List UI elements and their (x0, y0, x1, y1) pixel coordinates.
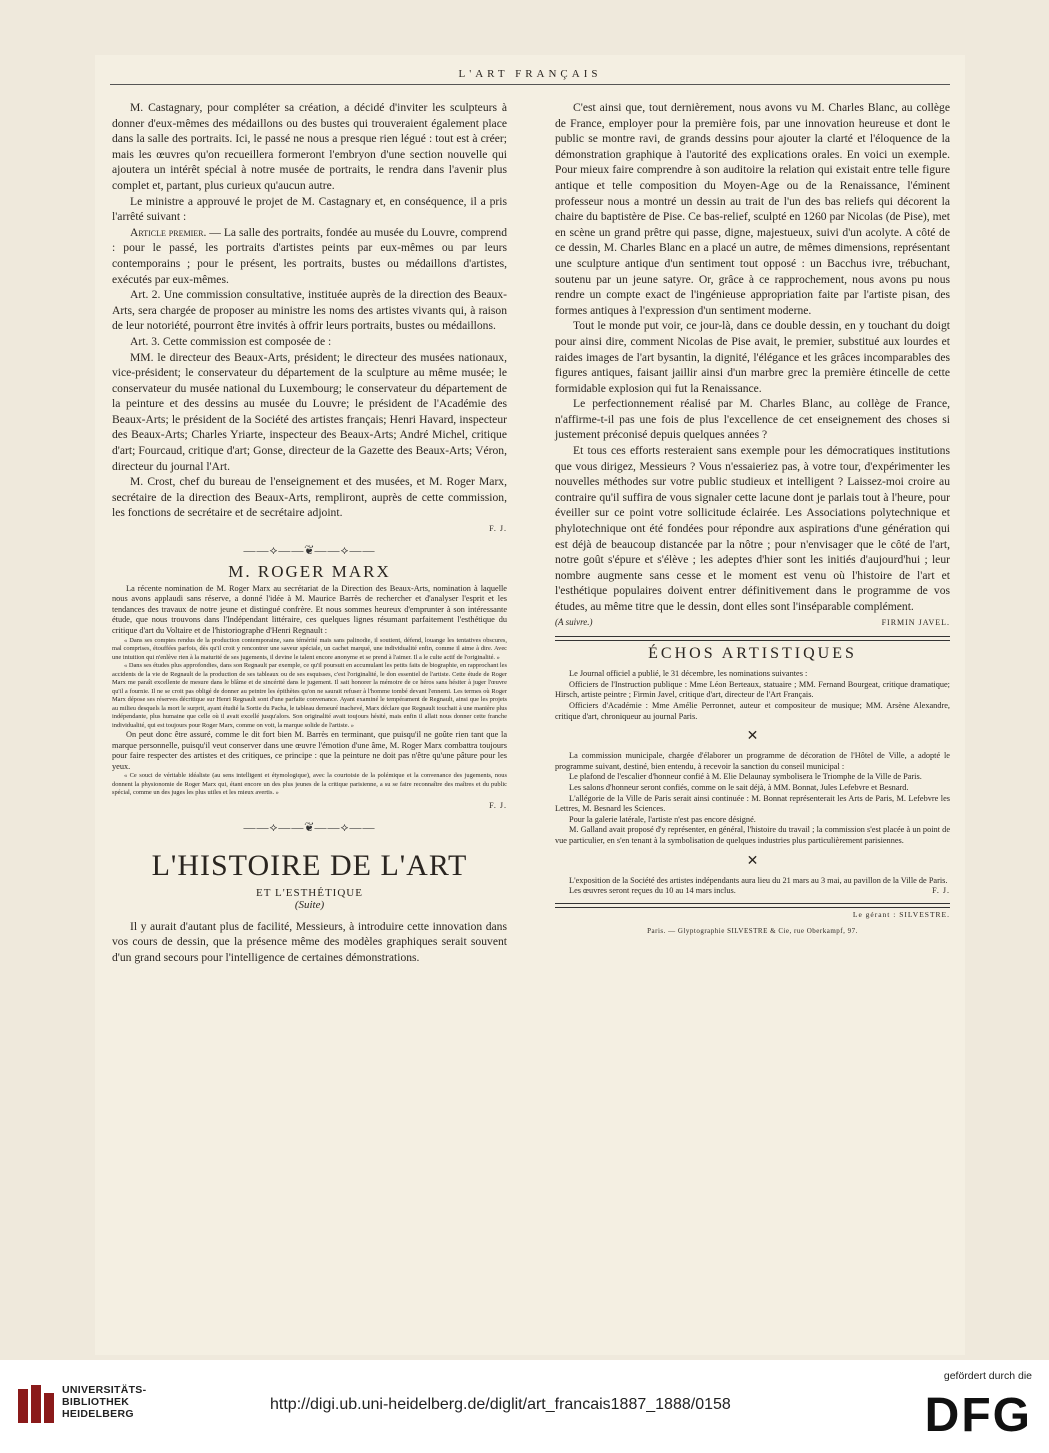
funding-caption: gefördert durch die (943, 1370, 1032, 1382)
paragraph: Il y aurait d'autant plus de facilité, Messieurs, à introduire cette innovation dans vos cours de dessin, que la présence même des modèles graphiques serait souvent d'un grand secours pour l'intelligence de certaines démonstrations. (112, 919, 507, 964)
separator-cross: ✕ (746, 853, 759, 869)
paragraph: On peut donc être assuré, comme le dit fort bien M. Barrès en terminant, que puisqu'il ne goûte rien tant que la marque personnelle, puisqu'il veut conserver dans une œuvre l'émotion d'une âme, M. Roger Marx combattra toujours pour faire respecter des artistes et des critiques, ce principe : que la peinture ne doit pas n'être qu'une pâture pour les yeux. (112, 730, 507, 771)
paragraph: Tout le monde put voir, ce jour-là, dans ce double dessin, en y touchant du doigt pour ainsi dire, comment Nicolas de Pise avait, le premier, substitué aux lourdes et raides images de l'art bysantin, la dignité, l'élégance et les grâces incomparables des figures antiques, faisant jaillir ainsi d'un marbre grec la première étincelle de cette formidable explosion qui fut la Renaissance. (555, 319, 950, 395)
fleuron-divider: ——⟡——❦——⟡—— (243, 542, 376, 557)
signature: F. J. (932, 886, 950, 896)
section-title: L'HISTOIRE DE L'ART (151, 848, 468, 882)
fleuron-divider: ——⟡——❦——⟡—— (243, 819, 376, 834)
imprint-line: Paris. — Glyptographie SILVESTRE & Cie, rue Oberkampf, 97. (647, 926, 858, 935)
paragraph: Les salons d'honneur seront confiés, comme on le sait déjà, à MM. Bonnat, Jules Lefebvre et Besnard. (569, 782, 909, 792)
paragraph: Le Journal officiel a publié, le 31 décembre, les nominations suivantes : (569, 669, 808, 679)
signature-row (555, 615, 950, 631)
double-rule (555, 636, 950, 641)
signature: F. J. (489, 800, 507, 810)
paragraph: Les œuvres seront reçues du 10 au 14 mars inclus. (569, 886, 736, 896)
article-2: Art. 2. Une commission consultative, instituée auprès de la direction des Beaux-Arts, sera chargée de proposer au ministre les noms des artistes vivants qui, à raison de leur notoriété, pourront être invités à offrir leurs portraits, bustes ou médaillons. (112, 288, 507, 333)
to-be-continued: (A suivre.) (555, 616, 593, 627)
article-label: Article premier. (130, 225, 207, 239)
quotation: « Ce souci de véritable idéaliste (au sens intelligent et étymologique), avec la courtoisie de la polémique et la convenance des jugements, nous donnent la physionomie de Roger Marx qui, étant encore un des plus jeunes de la critique parisienne, a su se faire reconnaître des maîtres et du public spécial, comme un des juges les plus utiles et les mieux avertis. » (112, 772, 507, 797)
section-title: M. ROGER MARX (228, 561, 391, 581)
signature: FIRMIN JAVEL. (881, 617, 950, 627)
left-column (112, 100, 507, 965)
quotation: « Dans ses études plus approfondies, dans son Regnault par exemple, ce qu'il poursuit en accumulant les petits faits de biographie, en rapprochant les accidents de la vie de Regnault de la production de ses tableaux ou de ses esquisses, c'est l'originalité, le don essentiel de l'artiste. Cette étude de Roger Marx me paraît excellente de mesure dans le blâme et de sincérité dans le jugement. Il sait honorer la mémoire de ce héros sans hésiter à juger l'œuvre qu'il a fournie. Il ne se croit pas obligé de donner au peintre les épithètes qu'on ne saurait refuser à l'homme tombé devant l'ennemi. Les termes où Roger Marx dépose ses réserves décritique sur Henri Regnault sont d'une parfaite convenance. Ayant examiné le tempérament de Regnault, ainsi que les projets au milieu desquels la mort le surprit, ayant étudié la Sortie du Pacha, le tableau demeuré inachevé, Marx déclare que Regnault touchait à une manière plus indépendante, plus humaine que celle où il avait excellé jusqu'alors. Son originalité avait toujours hésité, mais enfin il allait nous donner cette franche individualité, qui est toujours pour Roger Marx, comme on voit, la marque solide de l'artiste. » (112, 662, 507, 729)
signature-row (555, 886, 950, 897)
paragraph: Officiers d'Académie : Mme Amélie Perronnet, auteur et compositeur de musique; MM. Arsène Alexandre, critique d'art, chroniqueur au journal Paris. (555, 700, 950, 721)
paragraph: La récente nomination de M. Roger Marx au secrétariat de la Direction des Beaux-Arts, nomination à laquelle nous avons applaudi sans réserve, a donné l'idée à M. Maurice Barrès de rechercher et d'analyser l'esprit et les tendances des travaux de notre jeune et distingué confrère. Et nous sommes heureux d'emprunter à son intéressante étude, que nous trouvons dans l'Indépendant littéraire, ces quelques lignes résumant parfaitement l'esthétique du critique d'art du Voltaire et de l'historiographe d'Henri Regnault : (112, 583, 507, 635)
paragraph: M. Crost, chef du bureau de l'enseignement et des musées, et M. Roger Marx, secrétaire de la direction des Beaux-Arts, rempliront, auprès de cette commission, les fonctions de secrétaire et de secrétaire adjoint. (112, 475, 507, 520)
signature-row (112, 798, 507, 814)
paragraph: M. Castagnary, pour compléter sa création, a décidé d'inviter les sculpteurs à donner d'eux-mêmes des médaillons ou des bustes qui trouveraient également place dans la salle des portraits. Ici, le passé ne nous a presque rien légué : tout est à créer; mais les œuvres qu'on recueillera formeront l'embryon d'une section nouvelle qui ajoutera un intérêt spécial à notre musée de portraits, le rendra dans l'avenir plus complet et, partant, plus curieux qu'aucun autre. (112, 101, 507, 192)
section-subtitle: ET L'ESTHÉTIQUE (256, 886, 363, 899)
gerant-line: Le gérant : SILVESTRE. (852, 909, 950, 919)
section-title: ÉCHOS ARTISTIQUES (648, 645, 857, 663)
header-rule (110, 84, 950, 85)
separator-cross: ✕ (746, 729, 759, 745)
paragraph: L'allégorie de la Ville de Paris serait ainsi continuée : M. Bonnat représenterait les Arts de Paris, M. Lefebvre les Lettres, M. Besnard les Sciences. (555, 793, 950, 814)
paragraph: Le plafond de l'escalier d'honneur confié à M. Elie Delaunay symbolisera le Triomphe de la Ville de Paris. (569, 772, 922, 782)
paragraph: C'est ainsi que, tout dernièrement, nous avons vu M. Charles Blanc, au collège de France, employer pour la première fois, par une innovation heureuse et dont le public se montre ravi, de grands dessins pour ajouter la clarté et l'éloquence de la démonstration graphique à l'autorité des explications orales. En voici un exemple. Pour mieux faire comprendre à son auditoire la relation qui existait entre telle figure antique et telle composition du Moyen-Age ou de la Renaissance, l'éminent professeur nous a montré un dessin au trait de l'un des bas reliefs qui décorent la chaire du baptistère de Pise. Ce bas-relief, sculpté en 1260 par Nicolas (de Pise), met en scène un grand prêtre qui passe, digne, majestueux, suivi d'un acolyte. A côté de ce dessin, M. Charles Blanc en a placé un autre, de mêmes dimensions, représentant une sculpture antique d'un sentiment tout opposé : un Bacchus ivre, trébuchant, soutenu par un jeune satyre. Or, grâce à ce rapprochement, nous avons pu nous rendre un compte exact de l'ingénieuse appropriation faite par l'artiste pisan, des formes antiques à l'expression d'un sentiment moderne. (555, 101, 950, 317)
paragraph: Le ministre a approuvé le projet de M. Castagnary et, en conséquence, il a pris l'arrêté suivant : (112, 194, 507, 224)
paragraph: M. Galland avait proposé d'y représenter, en général, l'histoire du travail ; la commission s'est placée à un point de vue particulier, en s'en tenant à la symbolisation de quelques industries plus particulièrement parisiennes. (555, 825, 950, 845)
source-url-link[interactable]: http://digi.ub.uni-heidelberg.de/diglit/art_francais1887_1888/0158 (270, 1396, 731, 1413)
paragraph: Officiers de l'Instruction publique : Mme Léon Berteaux, statuaire ; MM. Fernand Bourgeat, critique dramatique; Hirsch, artiste peintre ; Firmin Javel, critique d'art, directeur de l'Art Français. (555, 679, 950, 700)
commission-members: MM. le directeur des Beaux-Arts, président; le directeur des musées nationaux, vice-président; le conservateur du département de la sculpture au même musée; le conservateur du musée national du Luxembourg; le conservateur du département de la peinture et des dessins au musée du Louvre; le président de l'Académie des Beaux-Arts; le président de la Société des artistes français; Henri Havard, inspecteur des Beaux-Arts; Charles Yriarte, inspecteur des Beaux-Arts; André Michel, critique d'art; Fourcaud, critique d'art; Gonse, directeur de la Gazette des Beaux-Arts; Véron, directeur du journal l'Art. (112, 350, 507, 473)
double-rule (555, 903, 950, 908)
university-logo-icon (16, 1383, 56, 1427)
paragraph: L'exposition de la Société des artistes indépendants aura lieu du 21 mars au 3 mai, au pavillon de la Ville de Paris. (569, 875, 948, 885)
article-3: Art. 3. Cette commission est composée de : (130, 334, 332, 348)
paragraph: Et tous ces efforts resteraient sans exemple pour les démocratiques institutions que vous dirigez, Messieurs ? Vous n'essaieriez pas, à votre tour, d'expérimenter les nouvelles méthodes sur votre public studieux et intelligent ? Laissez-moi croire au contraire qu'il suffira de vous signaler cette lacune dont je parlais tout à l'heure, pour éveiller sur ce point votre sollicitude éclairée. Les Associations polytechnique et phylotechnique ont été fondées pour répondre aux aspirations d'une génération qui est déjà de beaucoup distancée par la nôtre ; pour n'envisager que le côté de l'art, notre goût s'épure et s'élève ; les adeptes d'hier sont les initiés d'aujourd'hui ; leur nombre augmente sans cesse et le moment est venu où l'histoire de l'art et l'esthétique populaires doivent entrer définitivement dans le programme de vos études, au même titre que le dessin, dont elles sont l'inséparable complément. (555, 444, 950, 613)
article-text: — La salle des portraits, fondée au musée du Louvre, comprend : pour le passé, les portraits d'artistes peints par eux-mêmes ou par leurs contemporains ; pour le présent, les portraits, bustes ou médaillons d'artistes, exécutés par eux-mêmes. (112, 225, 508, 286)
digitization-footer (0, 1360, 1049, 1453)
dfg-logo: DFG (924, 1389, 1032, 1442)
running-head: L'ART FRANÇAIS (458, 68, 602, 80)
signature-row (112, 521, 507, 537)
article-1 (112, 225, 507, 287)
quotation: « Dans ses comptes rendus de la production contemporaine, sans témérité mais sans palinodie, il soutient, défend, louange les tentatives obscures, mal comprises, étouffées parfois, dès qu'il croit y rencontrer une saveur spéciale, un cachet marqué, une individualité enfin, comme il aime à dire. Avec une intuition qui n'enlève rien à la maturité de ses jugements, il devine le talent encore anonyme et se prend à l'aimer. Il a le culte actif de l'originalité. » (112, 636, 507, 661)
section-suite: (Suite) (294, 898, 325, 911)
paragraph: Pour la galerie latérale, l'artiste n'est pas encore désigné. (569, 814, 756, 824)
right-column (555, 100, 950, 935)
paragraph: La commission municipale, chargée d'élaborer un programme de décoration de l'Hôtel de Ville, a adopté le programme suivant, destiné, bien entendu, à recevoir la sanction du conseil municipal : (555, 751, 950, 771)
signature: F. J. (489, 524, 507, 534)
paragraph: Le perfectionnement réalisé par M. Charles Blanc, au collège de France, n'affirme-t-il pas une fois de plus l'excellence de cet enseignement des choses si justement préconisé depuis quelques années ? (555, 397, 950, 442)
university-name: UNIVERSITÄTS- BIBLIOTHEK HEIDELBERG (62, 1384, 147, 1420)
